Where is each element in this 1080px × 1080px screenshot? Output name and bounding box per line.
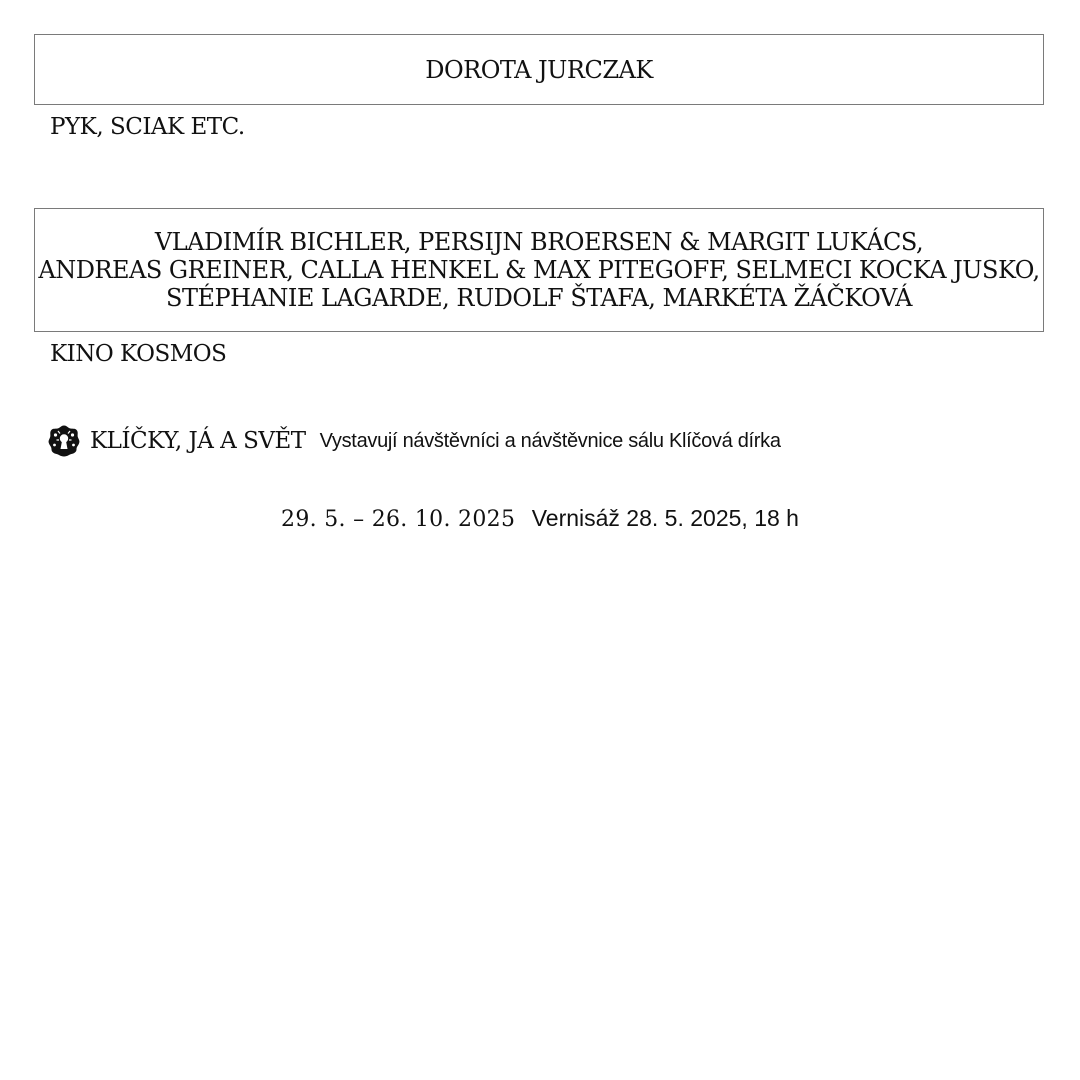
exhibition-2-artist-line: VLADIMÍR BICHLER, PERSIJN BROERSEN & MARGIT LUKÁCS, [154, 228, 924, 256]
opening-date: Vernisáž 28. 5. 2025, 18 h [531, 505, 799, 531]
event-line [47, 424, 781, 458]
exhibition-1-artist-line: DOROTA JURCZAK [425, 56, 653, 84]
exhibition-2-artists-box [34, 208, 1044, 332]
exhibition-2-venue: KINO KOSMOS [50, 341, 227, 367]
event-title: KLÍČKY, JÁ A SVĚT [90, 428, 306, 454]
dates-line [0, 505, 1080, 532]
exhibition-2-artist-line: ANDREAS GREINER, CALLA HENKEL & MAX PITEGOFF, SELMECI KOCKA JUSKO, [38, 256, 1040, 284]
date-range: 29. 5. – 26. 10. 2025 [281, 507, 516, 532]
exhibition-2-artist-line: STÉPHANIE LAGARDE, RUDOLF ŠTAFA, MARKÉTA ŽÁČKOVÁ [166, 284, 912, 312]
exhibition-1-artists-box [34, 34, 1044, 105]
keyhole-emblem-icon [47, 424, 81, 458]
event-subtitle: Vystavují návštěvníci a návštěvnice sálu Klíčová dírka [319, 429, 781, 452]
exhibition-1-venue: PYK, SCIAK ETC. [50, 114, 245, 140]
